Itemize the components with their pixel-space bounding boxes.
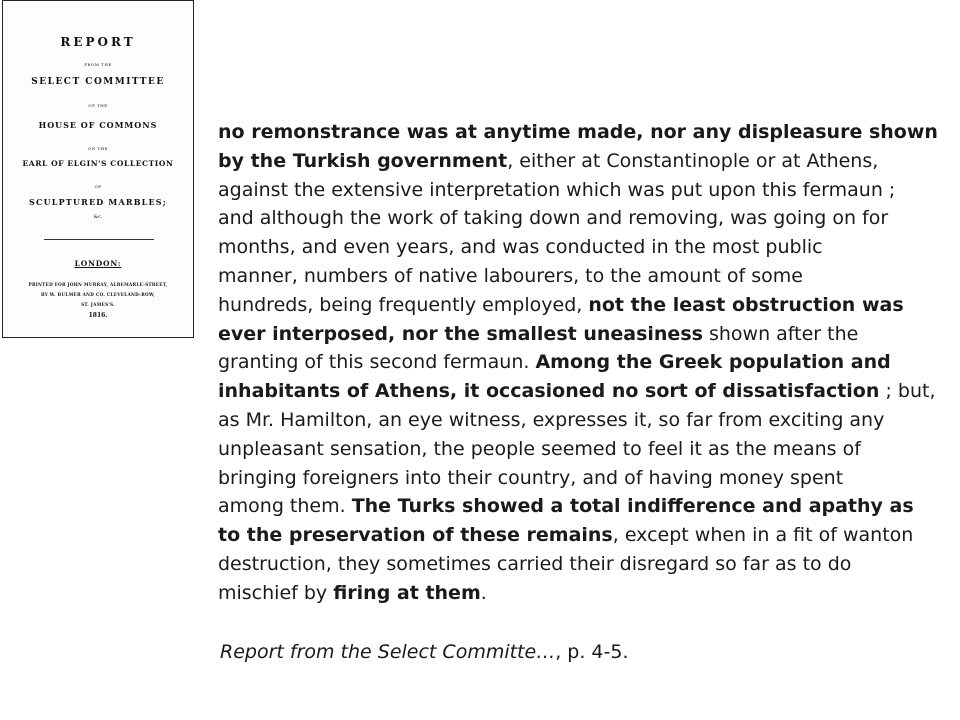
quote-text: mischief by [218, 581, 334, 604]
quote-text: ; but, [879, 380, 936, 403]
quote-line: as Mr. Hamilton, an eye witness, expresses it, so far from exciting any [218, 408, 885, 431]
quote-line: bringing foreigners into their country, and of having money spent [218, 466, 844, 489]
quote-bold: ever interposed, nor the smallest uneasiness [218, 322, 703, 345]
title-page-of-the: OF THE [88, 103, 108, 108]
title-page-marbles: SCULPTURED MARBLES; [29, 197, 167, 207]
quote-bold: to the preservation of these remains [218, 524, 613, 547]
quote-text: hundreds, being frequently employed, [218, 293, 589, 316]
quote-text: , except when in a fit of wanton [612, 524, 914, 547]
title-page-image [2, 0, 194, 338]
quote-line: and although the work of taking down and removing, was going on for [218, 207, 889, 230]
quote-text: , either at Constantinople or at Athens, [507, 149, 879, 172]
quote-line: months, and even years, and was conducted in the most public [218, 236, 823, 259]
quote-line: against the extensive interpretation which was put upon this fermaun ; [218, 178, 896, 201]
quote-text: among them. [218, 495, 352, 518]
quote-text: . [480, 581, 487, 604]
quote-line [218, 579, 928, 608]
title-page-printer-2: BY W. BULMER AND CO. CLEVELAND-ROW, [40, 292, 156, 297]
quote-line [218, 348, 928, 377]
title-page-from-the: FROM THE [84, 62, 112, 67]
quote-line [218, 521, 928, 550]
citation-title: Report from the Select Committe… [220, 641, 556, 663]
title-page-report: REPORT [60, 35, 136, 49]
title-page-earl: EARL OF ELGIN'S COLLECTION [22, 159, 174, 168]
quote-line [218, 147, 928, 176]
quote-bold: inhabitants of Athens, it occasioned no sort of dissatisfaction [218, 380, 880, 403]
title-page-house: HOUSE OF COMMONS [38, 120, 158, 130]
quote-bold: Among the Greek population and [535, 351, 891, 374]
title-page-london: LONDON: [74, 259, 122, 268]
quote-bold: no remonstrance was at anytime made, nor any displeasure shown [218, 121, 938, 143]
title-page-year: 1816. [88, 312, 108, 319]
quote-line [218, 118, 938, 147]
title-page-etc: &c. [93, 214, 103, 220]
quote-bold: by the Turkish government [218, 149, 508, 172]
quote-bold: firing at them [333, 581, 481, 604]
title-page-on-the: ON THE [87, 146, 109, 151]
citation [220, 638, 629, 666]
quote-text: granting of this second fermaun. [218, 351, 536, 374]
quotation-text [218, 118, 938, 608]
title-page-of: OF [94, 184, 102, 189]
title-page-rule [44, 239, 154, 240]
title-page-printer-3: ST. JAMES'S. [81, 302, 115, 307]
quote-line [218, 377, 936, 406]
title-page-committee: SELECT COMMITTEE [31, 77, 165, 87]
quote-line: destruction, they sometimes carried their disregard so far as to do [218, 552, 852, 575]
quote-bold: not the least obstruction was [588, 293, 904, 316]
title-page-printer-1: PRINTED FOR JOHN MURRAY, ALBEMARLE-STREET, [28, 282, 168, 287]
citation-pages: , p. 4-5. [555, 641, 629, 663]
quote-line: manner, numbers of native labourers, to the amount of some [218, 264, 803, 287]
quote-text: shown after the [702, 322, 859, 345]
quote-line [218, 492, 928, 521]
quote-line: unpleasant sensation, the people seemed to feel it as the means of [218, 437, 861, 460]
quote-bold: The Turks showed a total indifference and apathy as [351, 495, 914, 518]
quote-line [218, 320, 928, 349]
quote-line [218, 291, 928, 320]
